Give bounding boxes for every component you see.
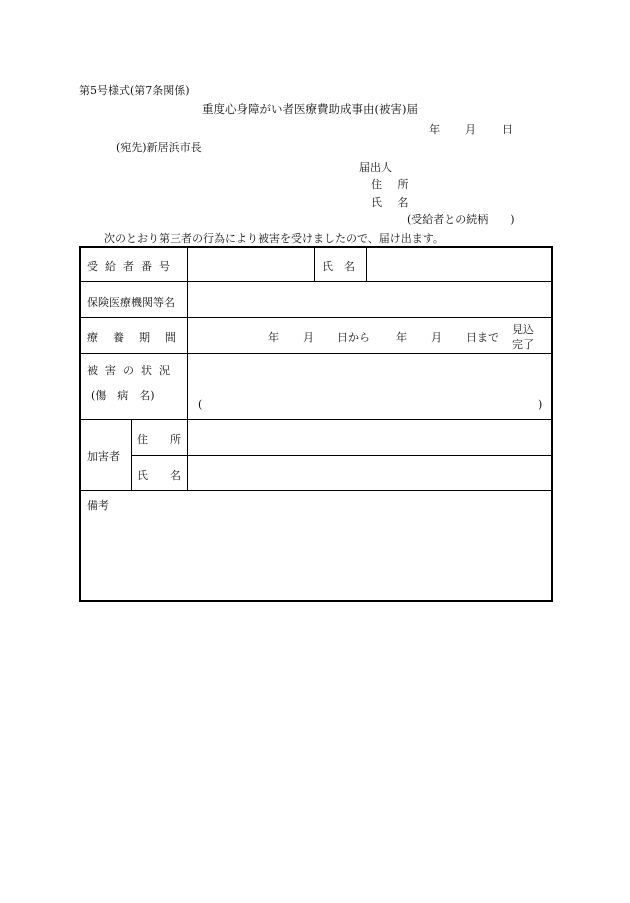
prospect-option[interactable]: 見込 (512, 323, 534, 336)
complete-option[interactable]: 完了 (512, 338, 534, 351)
col-divider (314, 248, 315, 281)
offender-name-field[interactable] (189, 457, 551, 489)
period-year-2: 年 (396, 331, 407, 344)
period-until: 日まで (466, 331, 499, 344)
recipient-name-label: 氏 名 (322, 260, 355, 273)
notifier-label: 届出人 (359, 161, 392, 174)
col-divider (187, 248, 188, 490)
date-month-label: 月 (465, 123, 476, 136)
period-year-1: 年 (268, 331, 279, 344)
period-month-1: 月 (303, 331, 314, 344)
offender-address-field[interactable] (189, 421, 551, 454)
injury-name-field[interactable] (209, 395, 534, 415)
remarks-field[interactable] (85, 512, 549, 598)
damage-status-label: 被害の状況 (87, 364, 177, 377)
recipient-name-field[interactable] (368, 249, 551, 280)
recipient-number-label: 受給者番号 (87, 260, 177, 273)
medical-institution-field[interactable] (189, 283, 551, 316)
damage-status-field[interactable] (189, 355, 551, 395)
date-day-label: 日 (502, 123, 513, 136)
notifier-name-label: 氏 名 (371, 196, 415, 209)
date-year-label: 年 (429, 123, 440, 136)
form-table (79, 246, 553, 602)
notifier-address-label: 住 所 (371, 178, 415, 191)
injury-name-label: (傷 病 名) (91, 389, 155, 402)
form-number: 第5号様式(第7条関係) (79, 84, 190, 97)
recipient-number-field[interactable] (189, 249, 313, 280)
offender-label: 加害者 (87, 450, 120, 463)
col-divider (131, 419, 132, 490)
period-month-2: 月 (431, 331, 442, 344)
row-divider (81, 419, 551, 420)
row-divider (81, 490, 551, 491)
row-divider (131, 455, 551, 456)
offender-address-label: 住 所 (137, 433, 181, 446)
treatment-period-label: 療養期間 (87, 331, 191, 344)
medical-institution-label: 保険医療機関等名 (87, 296, 175, 309)
offender-name-label: 氏 名 (137, 469, 181, 482)
row-divider (81, 353, 551, 354)
row-divider (81, 281, 551, 282)
injury-paren-open: ( (198, 398, 203, 411)
row-divider (81, 317, 551, 318)
remarks-label: 備考 (87, 499, 109, 512)
period-from: 日から (337, 331, 370, 344)
col-divider (366, 248, 367, 281)
addressee: (宛先)新居浜市長 (116, 141, 202, 154)
injury-paren-close: ) (538, 398, 543, 411)
page-title: 重度心身障がい者医療費助成事由(被害)届 (202, 102, 418, 116)
statement-text: 次のとおり第三者の行為により被害を受けましたので、届け出ます。 (104, 232, 444, 245)
relationship-label: (受給者との続柄 ) (407, 213, 515, 226)
